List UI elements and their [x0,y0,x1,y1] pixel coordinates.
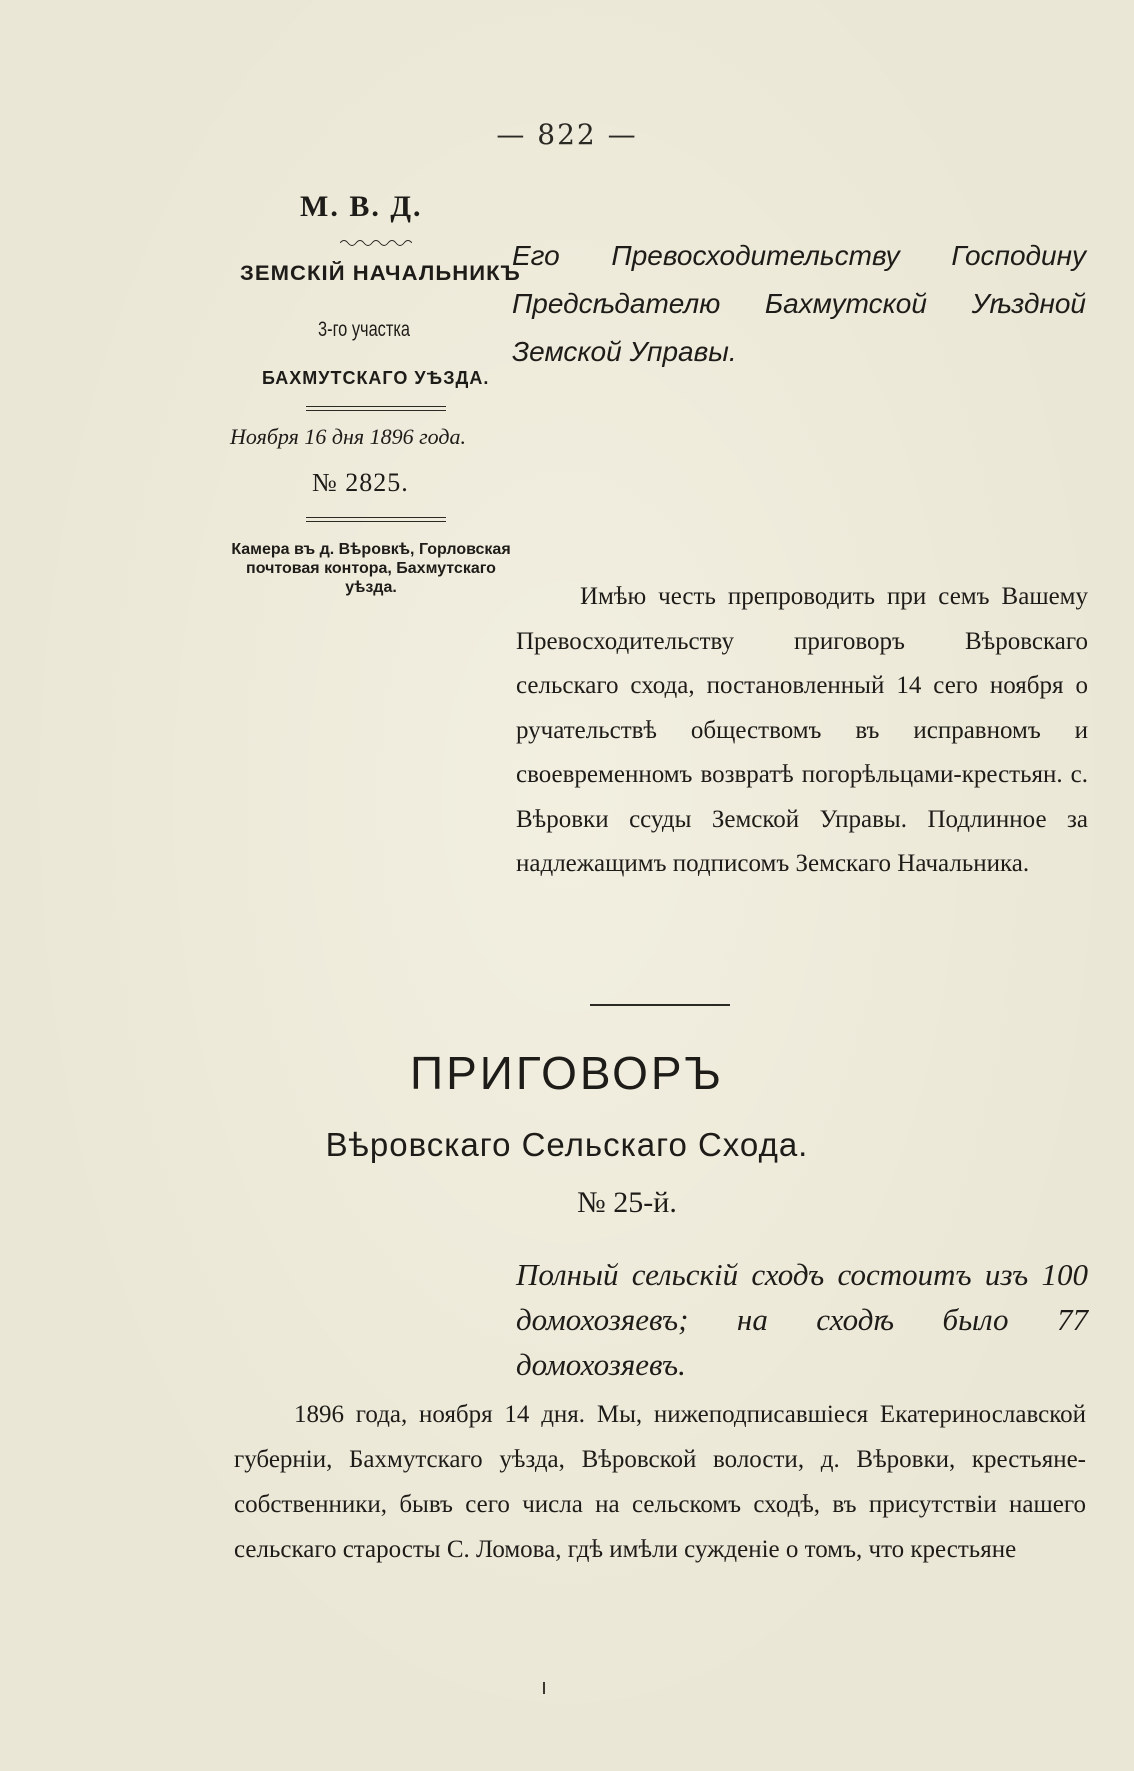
verdict-composition: Полный сельскій сходъ состоитъ изъ 100 домохозяевъ; на сходѣ было 77 домохозяевъ. [516,1257,1088,1382]
letterhead-date: Ноября 16 дня 1896 года. [230,424,467,449]
decorative-squiggle [340,238,412,248]
letterhead-address: Камера въ д. Вѣровкѣ, Горловская почтовая контора, Бахмутскаго уѣзда. [231,541,511,596]
letterhead-rule [306,517,446,522]
cover-letter-text: Имѣю честь препроводить при семъ Вашему Превосходительству приговоръ Вѣровскаго сельскаго схода, постановленный 14 сего ноября о ручательствѣ обществомъ въ исправномъ и своевременномъ возвратѣ погорѣльцами-крестьян. с. Вѣровки ссуды Земской Управы. Подлинное за надлежащимъ подписомъ Земскаго Начальника. [516,583,1088,877]
ministry-abbreviation: М. В. Д. [300,190,423,223]
letterhead-title: ЗЕМСКІЙ НАЧАЛЬНИКЪ [240,262,521,285]
verdict-number: № 25-й. [577,1186,677,1219]
page-number: — 822 — [496,118,638,151]
verdict-text: 1896 года, ноября 14 дня. Мы, нижеподписавшіеся Екатеринославской губерніи, Бахмутскаго уѣзда, Вѣровской волости, д. Вѣровки, крестьяне-собственники, бывъ сего числа на сельскомъ сходѣ, въ присутствіи нашего сельскаго старосты С. Ломова, гдѣ имѣли сужденіе о томъ, что крестьяне [234,1401,1086,1563]
letterhead-section: 3-го участка [318,318,411,341]
verdict-subtitle: Вѣровскаго Сельскаго Схода. [325,1126,809,1163]
letterhead-number: № 2825. [312,468,409,497]
print-mark [543,1682,545,1694]
letterhead-rule [306,406,446,411]
verdict-title: ПРИГОВОРЪ [410,1047,724,1099]
addressee: Его Превосходительству Господину Предсѣдателю Бахмутской Уѣздной Земской Управы. [512,240,1086,367]
section-separator [590,1004,730,1006]
letterhead-district: БАХМУТСКАГО УѢЗДА. [262,368,490,388]
